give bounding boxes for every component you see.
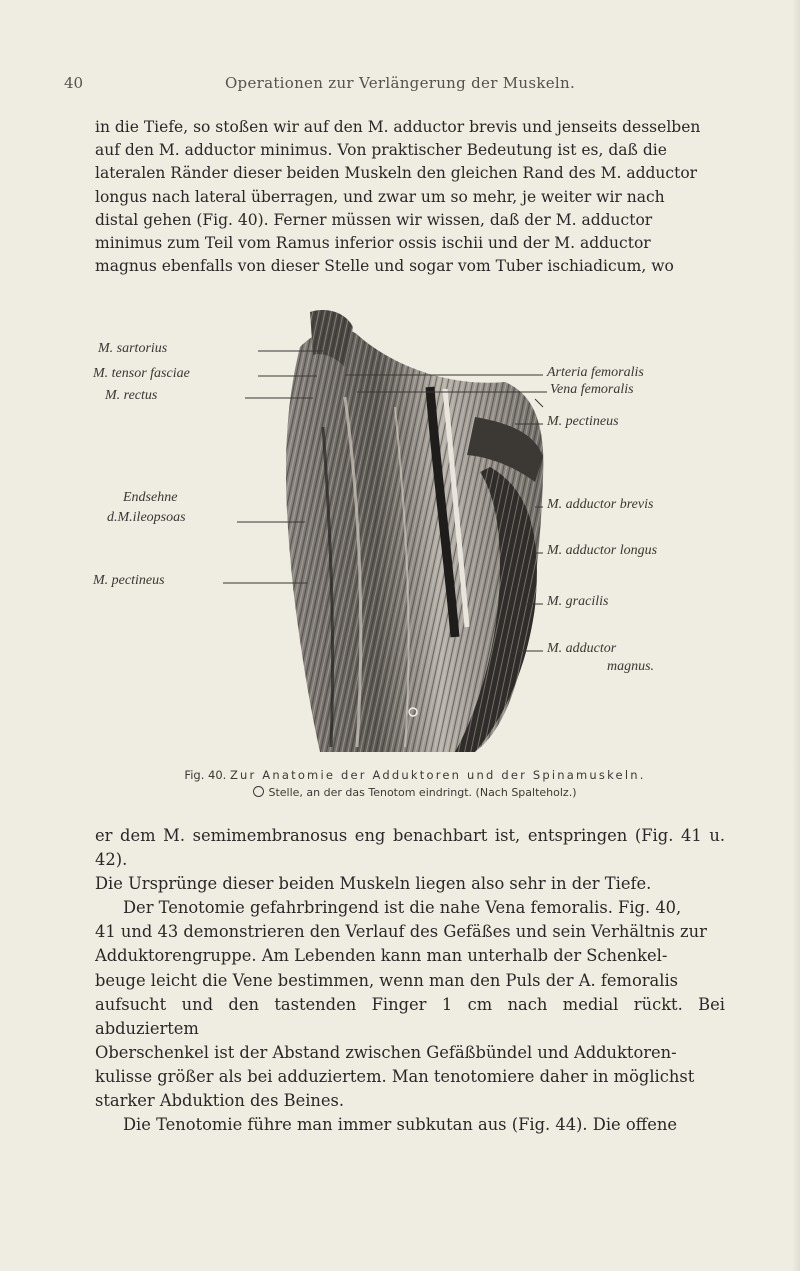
label-tensor-fasciae: M. tensor fasciae (93, 366, 190, 381)
text-line: starker Abduktion des Beines. (95, 1091, 345, 1111)
anatomy-figure (95, 307, 735, 752)
text-line: longus nach lateral überragen, und zwar um so mehr, je weiter wir nach (95, 187, 665, 206)
text-line: in die Tiefe, so stoßen wir auf den M. adductor brevis und jenseits desselben (95, 118, 701, 136)
label-adductor-magnus: M. adductor (547, 641, 617, 656)
running-title: Operationen zur Verlängerung der Muskeln. (224, 74, 576, 92)
caption-title: Zur Anatomie der Adduktoren und der Spinamuskeln. (229, 768, 646, 782)
paragraph-top (95, 116, 725, 278)
circle-marker-icon (253, 786, 264, 797)
label-arteria-femoralis: Arteria femoralis (547, 365, 644, 380)
text-line: Adduktorengruppe. Am Lebenden kann man unterhalb der Schenkel- (95, 946, 668, 966)
text-line: lateralen Ränder dieser beiden Muskeln den gleichen Rand des M. adductor (95, 164, 698, 183)
text-line: minimus zum Teil vom Ramus inferior ossis ischii und der M. adductor (95, 234, 651, 253)
paragraph-bottom (95, 824, 725, 1137)
text-line: 41 und 43 demonstrieren den Verlauf des Gefäßes und sein Verhältnis zur (95, 922, 707, 942)
page-edge (792, 0, 800, 1271)
caption-number: Fig. 40. (184, 768, 227, 782)
text-line: Die Tenotomie führe man immer subkutan aus (Fig. 44). Die offene (123, 1115, 677, 1135)
label-rectus: M. rectus (105, 388, 158, 403)
text-line: aufsucht und den tastenden Finger 1 cm nach medial rückt. Bei abduziertem (95, 994, 725, 1038)
text-line: distal gehen (Fig. 40). Ferner müssen wir wissen, daß der M. adductor (95, 210, 653, 229)
label-gracilis: M. gracilis (547, 594, 609, 609)
caption-line2 (95, 784, 735, 802)
caption-source: (Nach Spalteholz.) (475, 786, 577, 799)
running-head (0, 74, 800, 98)
text-line: er dem M. semimembranosus eng benachbart ist, entspringen (Fig. 41 u. 42). (95, 826, 725, 870)
label-magnus: magnus. (607, 659, 655, 674)
label-pectineus-left: M. pectineus (93, 573, 165, 588)
caption-note: Stelle, an der das Tenotom eindringt. (268, 786, 473, 799)
label-adductor-longus: M. adductor longus (547, 543, 658, 558)
text-line: auf den M. adductor minimus. Von praktischer Bedeutung ist es, daß die (95, 141, 667, 160)
figure-caption (95, 766, 735, 802)
label-endsehne: Endsehne (123, 490, 178, 505)
text-line: Der Tenotomie gefahrbringend ist die nahe Vena femoralis. Fig. 40, (123, 898, 682, 918)
text-line: Oberschenkel ist der Abstand zwischen Gefäßbündel und Adduktoren- (95, 1042, 677, 1062)
label-pectineus-right: M. pectineus (547, 414, 619, 429)
label-vena-femoralis: Vena femoralis (550, 382, 634, 397)
label-sartorius: M. sartorius (98, 341, 168, 356)
label-adductor-brevis: M. adductor brevis (547, 497, 654, 512)
label-ileopsoas: d.M.ileopsoas (107, 510, 186, 525)
text-line: beuge leicht die Vene bestimmen, wenn man den Puls der A. femoralis (95, 970, 678, 990)
text-line: kulisse größer als bei adduziertem. Man tenotomiere daher in möglichst (95, 1066, 695, 1086)
page-number: 40 (64, 74, 84, 92)
text-line: magnus ebenfalls von dieser Stelle und sogar vom Tuber ischiadicum, wo (95, 257, 674, 276)
text-line: Die Ursprünge dieser beiden Muskeln liegen also sehr in der Tiefe. (95, 874, 652, 894)
